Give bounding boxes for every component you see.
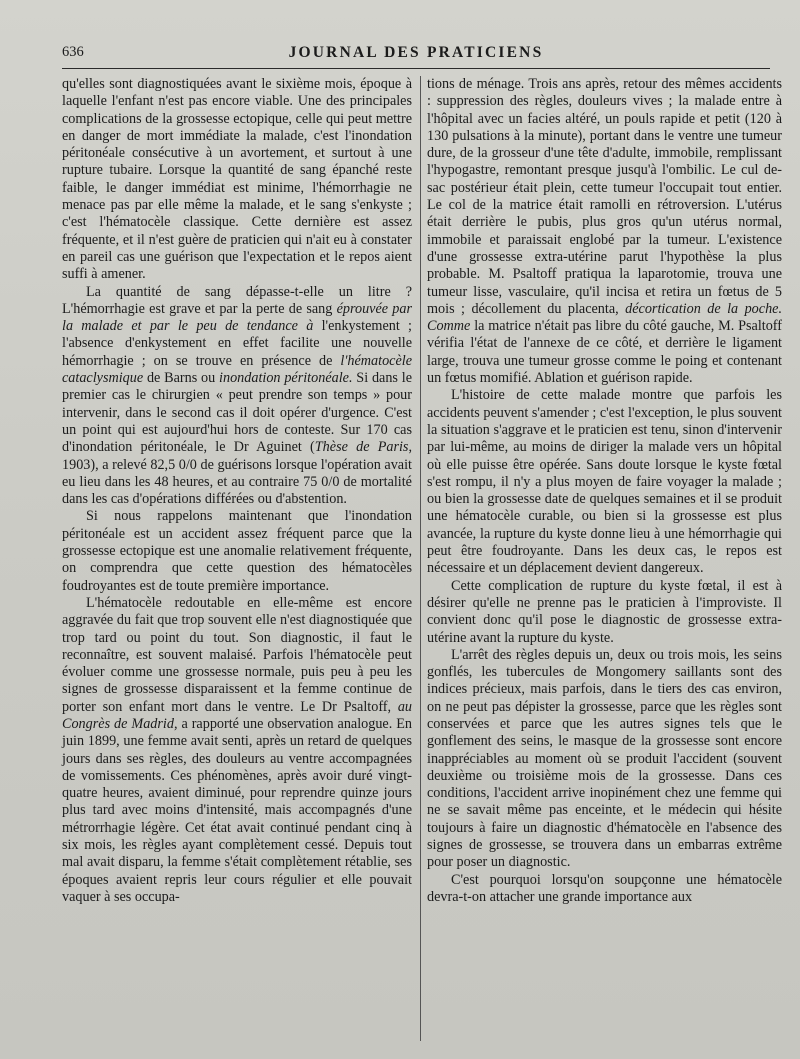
paragraph: C'est pourquoi lorsqu'on soupçonne une hématocèle devra-t-on attacher une grande importance aux xyxy=(427,871,782,905)
paragraph: Cette complication de rupture du kyste fœtal, il est à désirer qu'elle ne prenne pas le praticien à l'improviste. Il convient donc qu'il pose le diagnostic de grossesse extra-utérine avant la rupture du kyste. xyxy=(427,577,782,646)
paragraph: L'histoire de cette malade montre que parfois les accidents peuvent s'amender ; c'est l'exception, le plus souvent la situation s'aggrave et le praticien est tenu, sinon d'intervenir par lui-même, au moins de diriger la malade vers un hôpital où elle puisse être opérée. Sans doute lorsque le kyste fœtal s'est rompu, il n'y a plus moyen de faire voyager la malade ; ou bien la grossesse date de quelques semaines et il se produit une hématocèle curable, ou bien si la grossesse est plus avancée, la rupture du kyste donne lieu à une hémorrhagie qui peut être foudroyante. Dans les deux cas, le repos est nécessaire et un déplacement devient dangereux. xyxy=(427,387,782,577)
page-number: 636 xyxy=(62,44,84,60)
page-header xyxy=(62,44,770,66)
paragraph: tions de ménage. Trois ans après, retour des mêmes accidents : suppression des règles, douleurs vives ; la malade entre à l'hôpital avec un facies altéré, un pouls rapide et petit (120 à 130 pulsations à la minute), portant dans le ventre une tumeur dure, de la grosseur d'une tête d'adulte, immobile, remplissant l'hypogastre, remontant presque jusqu'à l'ombilic. Le cul de-sac postérieur était plein, cette tumeur l'occupait tout entier. Le col de la matrice était ramolli en rétroversion. L'utérus était derrière le pubis, plus gros qu'un utérus normal, immobile et paraissait englobé par la tumeur. L'existence d'une grossesse extra-utérine parut l'hypothèse la plus probable. M. Psaltoff pratiqua la laparotomie, trouva une tumeur lisse, vasculaire, qu'il incisa et retira un fœtus de 5 mois ; décollement du placenta, décortication de la poche. Comme la matrice n'était pas libre du côté gauche, M. Psaltoff vérifia l'état de l'annexe de ce côté, et derrière le ligament large, trouva une tumeur grosse comme le poing et contenant un fœtus momifié. Ablation et guérison rapide. xyxy=(427,76,783,387)
paragraph: La quantité de sang dépasse-t-elle un litre ? L'hémorrhagie est grave et par la perte de sang éprouvée par la malade et par le peu de tendance à l'enkystement ; l'absence d'enkystement en effet facilite une nouvelle hémorrhagie ; on se trouve en présence de l'hématocèle cataclysmique de Barns ou inondation péritonéale. Si dans le premier cas le chirurgien « peut prendre son temps » pour intervenir, dans le second cas il doit opérer d'urgence. C'est un point qui est aujourd'hui hors de conteste. Sur 170 cas d'inondation péritonéale, le Dr Aguinet (Thèse de Paris, 1903), a relevé 82,5 0/0 de guérisons lorsque l'opération avait eu lieu dans les 48 heures, et au contraire 75 0/0 de mortalité dans les cas d'opérations différées ou d'abstention. xyxy=(62,283,412,508)
paragraph: L'arrêt des règles depuis un, deux ou trois mois, les seins gonflés, les tubercules de Mongomery saillants sont des indices précieux, mais parfois, dans le tiers des cas environ, on ne peut pas dépister la grossesse, parce que les règles sont conservées et parce que les autres signes tels que le gonflement des seins, le masque de la grossesse sont encore inappréciables au moment où se produit l'accident (souvent deuxième ou troisième mois de la grossesse. Dans ces conditions, l'accident arrive inopinément chez une femme qui ne se savait même pas enceinte, et le médecin qui hésite toujours à faire un diagnostic d'hématocèle en l'absence des signes de grossesse, se trouvera dans un embarras extrême pour poser un diagnostic. xyxy=(427,646,782,871)
header-rule xyxy=(62,68,770,69)
left-column xyxy=(62,76,412,906)
paragraph: qu'elles sont diagnostiquées avant le sixième mois, époque à laquelle l'enfant n'est pas encore viable. Une des principales complications de la grossesse ectopique, celle qui peut mettre en danger de mort immédiate la malade, c'est l'inondation péritonéale consécutive à un avortement, et surtout à une rupture tubaire. Lorsque la quantité de sang épanché reste faible, le danger immédiat est minime, l'hémorrhagie ne menace pas par elle même la malade, et le sang s'enkyste ; c'est l'hématocèle classique. Cette dernière est assez fréquente, et il n'est guère de praticien qui n'ait eu à constater en pareil cas une guérison que l'expectation et le repos aient suffi à amener. xyxy=(62,76,412,283)
right-column xyxy=(427,76,782,906)
paragraph: Si nous rappelons maintenant que l'inondation péritonéale est un accident assez fréquent parce que la grossesse ectopique est une anomalie relativement fréquente, on comprendra que cette question des hématocèles foudroyantes est de toute première importance. xyxy=(62,508,412,594)
column-divider xyxy=(420,76,421,1041)
journal-title: JOURNAL DES PRATICIENS xyxy=(288,44,544,61)
paragraph: L'hématocèle redoutable en elle-même est encore aggravée du fait que trop souvent elle n'est diagnostiquée que trop tard ou point du tout. Son diagnostic, il faut le reconnaître, est souvent malaisé. Parfois l'hématocèle peut évoluer comme une grossesse normale, puis peu à peu les signes de grossesse disparaissent et la femme continue de porter son enfant mort dans le ventre. Le Dr Psaltoff, au Congrès de Madrid, a rapporté une observation analogue. En juin 1899, une femme avait senti, après un retard de quelques jours dans ses règles, des douleurs au ventre accompagnées de vomissements. Ces phénomènes, après avoir duré vingt-quatre heures, avaient diminué, pour reprendre quinze jours plus tard avec moins d'intensité, mais accompagnés d'une métrorrhagie légère. Cet état avait continué pendant cinq à six mois, les règles ayant complètement cessé. Depuis tout mal avait disparu, la femme s'était complètement rétablie, ses époques avaient repris leur cours régulier et elle pouvait vaquer à ses occupa- xyxy=(62,594,412,905)
